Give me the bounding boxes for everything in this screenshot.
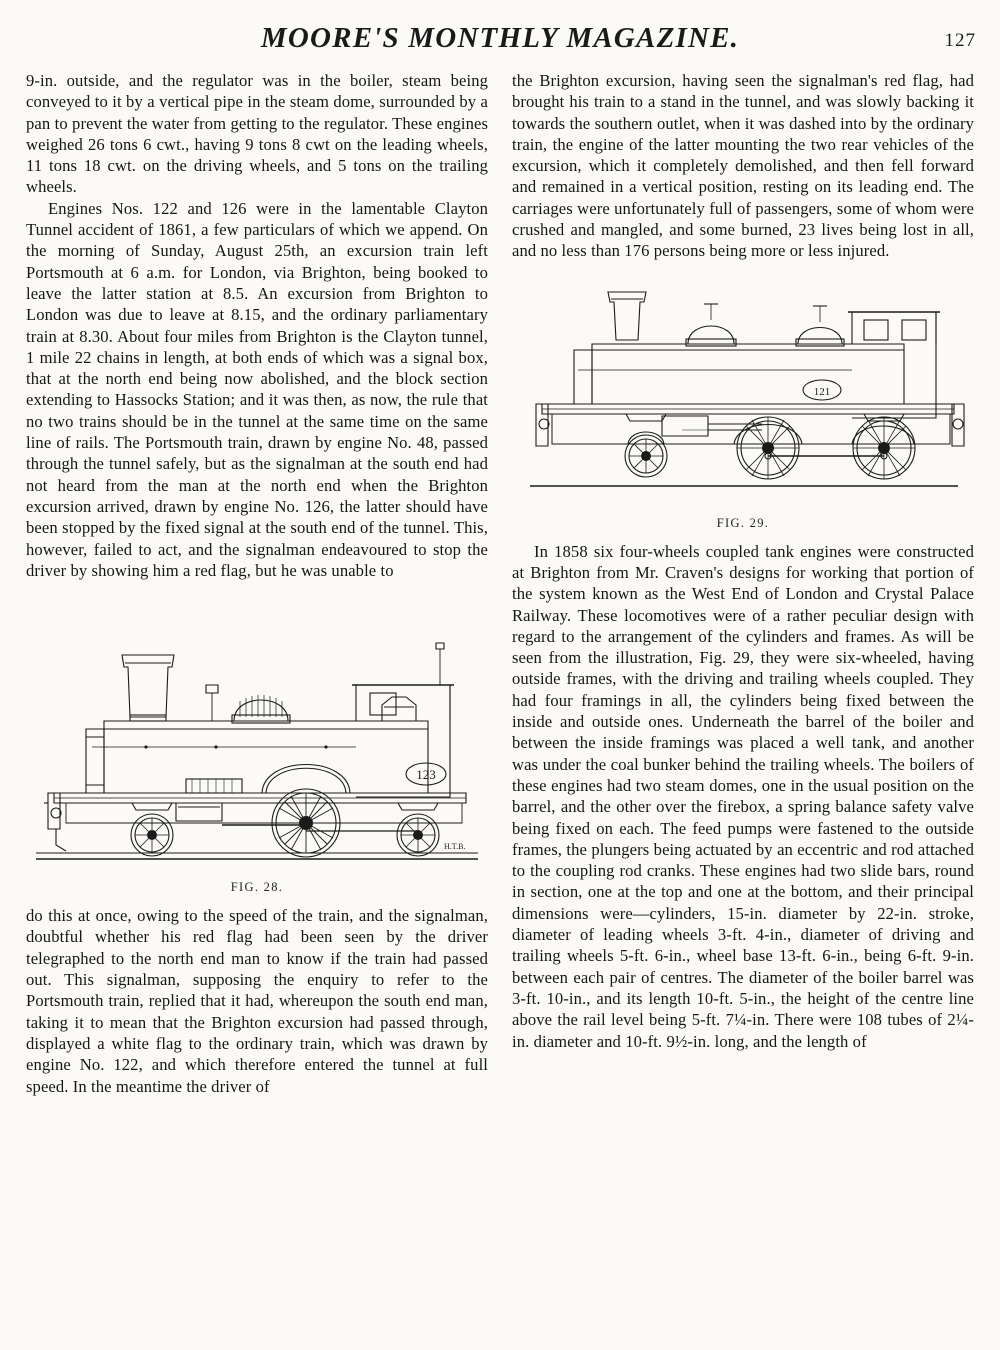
right-column — [512, 70, 974, 1052]
figure-29-caption: FIG. 29. — [716, 515, 770, 530]
locomotive-illustration-29 — [512, 278, 974, 508]
paragraph: In 1858 six four-wheels coupled tank engines were constructed at Brighton from Mr. Craven's designs for working that portion of the system known as the West End of London and Crystal Palace Railway. These locomotives were of a rather peculiar design with regard to the arrangement of the cylinders and frames. As will be seen from the illustration, Fig. 29, they were six-wheeled, having outside frames, with the driving and trailing wheels coupled. They had four framings in all, the cylinders being fixed between the inside and outside ones. Underneath the barrel of the boiler and between the inside framings was placed a well tank, and another was under the coal bunker behind the trailing wheels. The boilers of these engines had two steam domes, one in the usual position on the barrel, and the other over the firebox, a spring balance safety valve being fixed on each. The feed pumps were fastened to the outside frames, the plungers being actuated by an eccentric and rod attached to the coupling rod cranks. These engines had two slide bars, round in section, one at the top and one at the bottom, and their principal dimensions were—cylinders, 15-in. diameter by 22-in. stroke, diameter of leading wheels 3-ft. 4-in., diameter of driving and trailing wheels 5-ft. 6-in., wheel base 13-ft. 6-in., being 6-ft. 9-in. between each pair of centres. The diameter of the boiler barrel was 3-ft. 10-in., and its length 10-ft. 5-in., the height of the centre line above the rail level being 5-ft. 7¼-in. There were 108 tubes of 2¼-in. diameter and 10-ft. 9½-in. long, and the length of — [512, 541, 974, 1051]
svg-text:123: 123 — [416, 767, 436, 783]
paragraph: the Brighton excursion, having seen the signalman's red flag, had brought his train to a stand in the tunnel, and was slowly backing it towards the southern outlet, when it was dashed into by the ordinary train, the engine of the latter mounting the two rear vehicles of the excursion, which it completely demolished, and then fell forward and remained in a vertical position, resting on its leading end. The carriages were unfortunately full of passengers, some of whom were crushed and mangled, and some burned, 23 lives being lost in all, and no less than 176 persons being more or less injured. — [512, 71, 974, 261]
paragraph: Engines Nos. 122 and 126 were in the lamentable Clayton Tunnel accident of 1861, a few particulars of which we append. On the morning of Sunday, August 25th, an excursion train left Portsmouth at 6 a.m. for London, via Brighton, being booked to leave the latter station at 8.5. An excursion from Brighton to London was due to leave at 8.15, and the ordinary parliamentary train at 8.30. About four miles from Brighton is the Clayton tunnel, 1 mile 22 chains in length, at both ends of which was a signal box, that at the north end being now abolished, and the block section extending to Hassocks Station; and it was then, as now, the rule that no two trains should be in the tunnel at the same time on the same line of rails. The Portsmouth train, drawn by engine No. 48, passed through the tunnel safely, but as the signalman at the south end had not heard from the man at the north end when the Brighton excursion arrived, drawn by engine No. 126, the latter should have been stopped by the fixed signal at the south end of the tunnel. This, however, failed to act, and the signalman endeavoured to stop the driver by showing him a red flag, but he was unable to — [26, 198, 488, 580]
figure-29 — [512, 278, 974, 531]
paragraph: 9-in. outside, and the regulator was in the boiler, steam being conveyed to it by a vertical pipe in the steam dome, surrounded by a pan to prevent the water from getting to the regulator. These engines weighed 26 tons 6 cwt., having 9 tons 8 cwt on the leading wheels, 11 tons 18 cwt. on the driving wheels, and 5 tons on the trailing wheels. — [26, 71, 488, 197]
page-number: 127 — [944, 30, 976, 51]
paragraph: do this at once, owing to the speed of the train, and the signalman, doubtful whether his red flag had been seen by the driver telegraphed to the north end man to know if the train had passed out. This signalman, supposing the enquiry to refer to the Portsmouth train, replied that it had, whereupon the south end man, taking it to mean that the Brighton excursion had passed through, displayed a white flag to the ordinary train, which was drawn by engine No. 122, and which therefore entered the tunnel at full speed. In the meantime the driver of — [26, 906, 488, 1096]
masthead — [0, 22, 1000, 55]
figure-28 — [26, 597, 488, 895]
page-title: MOORE'S MONTHLY MAGAZINE. — [260, 22, 740, 54]
left-column — [26, 70, 488, 1097]
svg-text:121: 121 — [813, 385, 831, 398]
svg-text:H.T.B.: H.T.B. — [444, 842, 466, 852]
body-columns — [26, 70, 974, 1340]
figure-28-caption: FIG. 28. — [230, 880, 284, 895]
locomotive-illustration-28 — [26, 597, 488, 872]
